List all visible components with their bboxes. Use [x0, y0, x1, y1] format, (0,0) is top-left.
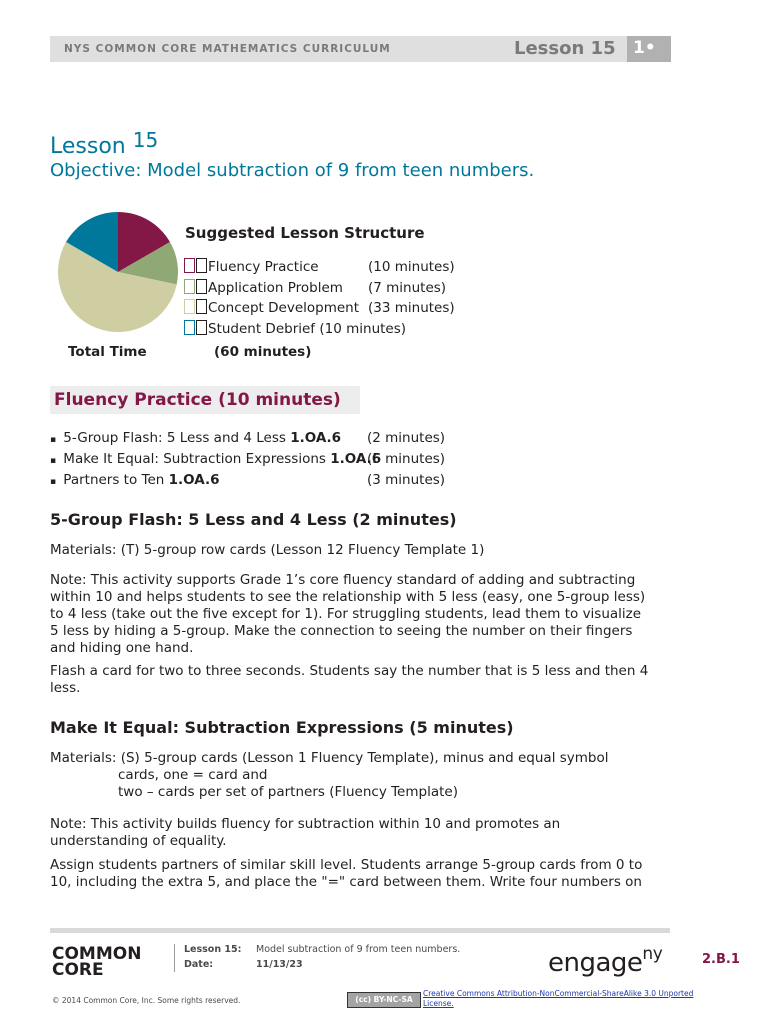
curriculum-title: NYS COMMON CORE MATHEMATICS CURRICULUM [64, 43, 391, 55]
footer-date-value: 11/13/23 [256, 959, 303, 970]
note-line: understanding of equality. [50, 833, 227, 849]
fluency-item-text: 5-Group Flash: 5 Less and 4 Less [59, 430, 291, 446]
footer-rule [50, 928, 670, 933]
bullet-icon: ▪ [50, 435, 57, 445]
standard-code: 1.OA.6 [290, 430, 342, 446]
structure-title: Suggested Lesson Structure [185, 224, 425, 242]
engage-word: engage [548, 948, 643, 978]
fluency-item-time: (2 minutes) [367, 430, 446, 446]
structure-row-time: (10 minutes) [315, 320, 407, 337]
bullet-icon: ▪ [50, 456, 57, 466]
section-5-group-flash-heading: 5-Group Flash: 5 Less and 4 Less (2 minutes) [50, 510, 457, 529]
engageny-logo [548, 944, 662, 978]
lesson-structure-pie-chart [56, 208, 180, 336]
section1-flash [50, 663, 670, 697]
license-link[interactable]: Creative Commons Attribution-NonCommercial-ShareAlike 3.0 Unported License. [423, 989, 694, 1008]
paragraph-line: Assign students partners of similar skill level. Students arrange 5-group cards from 0 to [50, 857, 643, 873]
fluency-list [50, 430, 446, 493]
structure-row [184, 320, 406, 337]
fluency-item [50, 472, 446, 493]
footer-lesson-value: Model subtraction of 9 from teen numbers. [256, 944, 461, 955]
section2-materials [50, 750, 609, 801]
structure-row [184, 258, 455, 275]
paragraph-line: less. [50, 680, 81, 696]
page-number: 2.B.1 [702, 952, 740, 967]
ny-sup: ny [642, 944, 663, 964]
paragraph-line: 10, including the extra 5, and place the "=" card between them. Write four numbers on [50, 874, 642, 890]
structure-row-time: (10 minutes) [368, 259, 455, 275]
total-time-value: (60 minutes) [214, 344, 312, 360]
cc-license-badge[interactable]: (cc) BY-NC-SA [347, 992, 421, 1008]
color-key-icon [184, 279, 195, 294]
lesson-number: 15 [132, 128, 159, 152]
section1-materials: Materials: (T) 5-group row cards (Lesson 12 Fluency Template 1) [50, 542, 485, 558]
structure-row-time: (7 minutes) [368, 279, 447, 296]
lesson-word: Lesson [50, 134, 126, 159]
footer-separator [174, 944, 175, 972]
note-line: and hiding one hand. [50, 640, 194, 656]
checkbox-icon [196, 279, 207, 294]
fluency-item-time: (3 minutes) [367, 472, 446, 488]
standard-code: 1.OA.6 [168, 472, 220, 488]
common-core-logo [52, 946, 141, 978]
footer-date-key: Date: [184, 959, 214, 970]
structure-row-label: Application Problem [208, 279, 343, 296]
checkbox-icon [196, 299, 207, 314]
color-key-icon [184, 299, 195, 314]
section1-note [50, 572, 670, 657]
paragraph-line: Flash a card for two to three seconds. Students say the number that is 5 less and then 4 [50, 663, 649, 679]
logo-line-1: COMMON [52, 944, 142, 964]
note-line: Note: This activity builds fluency for subtraction within 10 and promotes an [50, 816, 561, 832]
fluency-item [50, 430, 446, 451]
footer-lesson-key: Lesson 15: [184, 944, 242, 955]
objective: Objective: Model subtraction of 9 from teen numbers. [50, 160, 535, 181]
materials-line: two – cards per set of partners (Fluency Template) [118, 784, 458, 800]
note-line: to 4 less (take out the five except for 1). For struggling students, lead them to visualize [50, 606, 642, 622]
color-key-icon [184, 320, 195, 335]
note-line: 5 less by hiding a 5-group. Make the connection to seeing the number on their fingers [50, 623, 633, 639]
structure-row-label: Student Debrief [208, 320, 316, 337]
fluency-item-text: Make It Equal: Subtraction Expressions [59, 451, 331, 467]
color-key-icon [184, 258, 195, 273]
fluency-item [50, 451, 446, 472]
note-line: Note: This activity supports Grade 1’s core fluency standard of adding and subtracting [50, 572, 636, 588]
fluency-heading: Fluency Practice (10 minutes) [54, 390, 341, 410]
grade-label: 1• [633, 38, 656, 58]
header-lesson: Lesson 15 [514, 38, 616, 59]
checkbox-icon [196, 320, 207, 335]
structure-row-label: Fluency Practice [208, 259, 319, 275]
fluency-item-time: (5 minutes) [367, 451, 446, 467]
logo-line-2: CORE [52, 960, 104, 980]
section-make-it-equal-heading: Make It Equal: Subtraction Expressions (5 minutes) [50, 718, 514, 737]
materials-line: cards, one = card and [118, 767, 268, 783]
structure-row [184, 279, 446, 296]
total-time-label: Total Time [68, 344, 147, 360]
grade-badge [627, 36, 671, 62]
structure-row [184, 299, 455, 316]
lesson-title [50, 128, 158, 159]
section2-note [50, 816, 670, 850]
structure-row-time: (33 minutes) [368, 300, 455, 316]
copyright: © 2014 Common Core, Inc. Some rights reserved. [52, 996, 241, 1005]
section2-assign [50, 857, 670, 891]
structure-row-label: Concept Development [208, 300, 360, 316]
note-line: within 10 and helps students to see the relationship with 5 less (easy, one 5-group less) [50, 589, 646, 605]
checkbox-icon [196, 258, 207, 273]
standard-code: 1.OA.6 [330, 451, 382, 467]
materials-line: Materials: (S) 5-group cards (Lesson 1 Fluency Template), minus and equal symbol [50, 750, 609, 766]
fluency-item-text: Partners to Ten [59, 472, 169, 488]
bullet-icon: ▪ [50, 477, 57, 487]
